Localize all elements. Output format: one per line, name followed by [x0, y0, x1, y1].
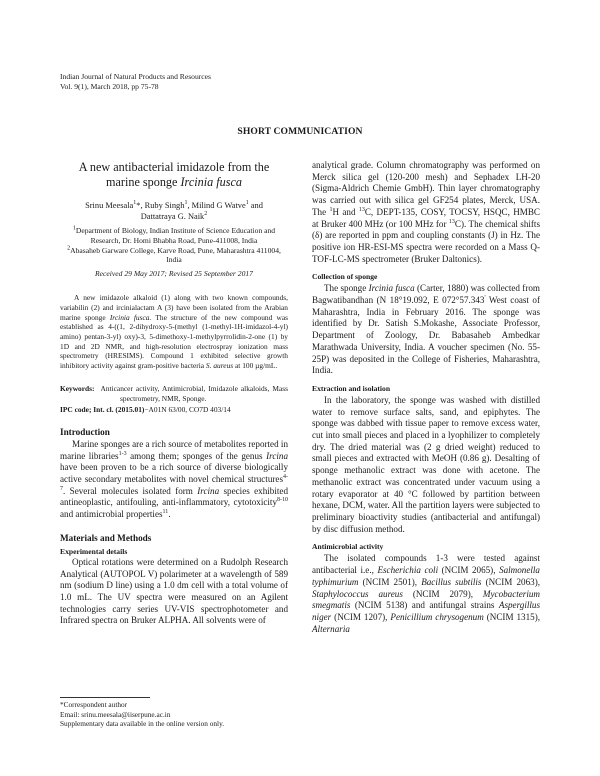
intro-text-a: Marine sponges are a rich source of metabolites reported in marine libraries — [60, 438, 288, 461]
affiliation-2-text: Abasaheb Garware College, Karve Road, Pune, Maharashtra 411004, India — [70, 245, 281, 265]
abstract-text-1: A new imidazole alkaloid (1) along with two known compounds, variabilin (2) and ircinialactam A (3) have been isolated from the Arabian marine sponge — [60, 293, 288, 322]
author-1: Srinu Meesala — [85, 201, 134, 210]
affiliations — [60, 226, 288, 265]
journal-issue: Vol. 9(1), March 2018, pp 75-78 — [60, 82, 159, 91]
author-3: , Milind G Watve — [187, 201, 246, 210]
keywords — [60, 384, 288, 403]
extraction-paragraph: In the laboratory, the sponge was washed with distilled water to remove surface salts, sand, and epiphytes. The sponge was dabbed with tissue paper to remove excess water, cut into small pieces and placed in a lyophilizer to completely dry. The dried material was (2 g dried weight) reduced to small pieces and extracted with MeOH (0.86 g). Desalting of sponge methanolic extract was done with acetone. The methanolic extract was concentrated under vacuum using a rotary evaporator at 40 °C followed by partition between hexane, DCM, water. All the partition layers were subjected to preliminary bioactivity studies (antibacterial and antifungal) by disc diffusion method. — [312, 394, 540, 534]
author-1-sup: 1 — [133, 200, 137, 207]
exp-text-c: C, DEPT-135, COSY, TOCSY, HSQC, HMBC at Bruker 400 MHz (or 100 MHz for — [312, 206, 540, 229]
anti-species-1: Escherichia coli — [377, 565, 439, 576]
right-column — [312, 160, 540, 635]
ipc-label: IPC code; Int. cl. (2015.01) — [60, 405, 145, 415]
intro-ref-2: 4-7 — [60, 474, 288, 492]
title-line-2: marine sponge — [106, 175, 181, 189]
experimental-paragraph: Optical rotations were determined on a Rudolph Research Analytical (AUTOPOL V) polarimeter at a wavelength of 589 nm (sodium D line) using a 1.0 dm cell with a total volume of 1.0 mL. The UV spectra were measured on an Agilent technologies carry series UV-VIS spectrophotometer and Infrared spectra on Bruker ALPHA. All solvents were of — [60, 556, 288, 626]
anti-text-c: (NCIM 2501), — [358, 576, 422, 587]
author-and: and — [248, 201, 263, 210]
anti-species-3: Bacillus subtilis — [421, 576, 482, 587]
antimicrobial-paragraph — [312, 553, 540, 635]
intro-genus: Ircina — [266, 450, 288, 461]
anti-text-a: The isolated compounds 1-3 were tested against antibacterial i.e., — [312, 553, 540, 576]
intro-text-g: . — [168, 509, 171, 520]
keywords-label: Keywords: — [60, 383, 95, 393]
exp-text-b: H and — [332, 206, 359, 217]
collection-text-c: West coast of Maharashtra, India in February 2016. The sponge was identified by Dr. Satish S.Mokashe, Associate Professor, Department of Zoology, Dr. Babasaheb Ambedkar Marathwada University, India. A voucher specimen (No. 55-25P) was deposited in the College of Fisheries, Maharashtra, India. — [312, 295, 541, 376]
anti-species-2: Salmonella typhimurium — [312, 565, 540, 587]
title-species: Ircinia fusca — [180, 175, 242, 189]
experimental-continued-paragraph — [312, 160, 540, 265]
footnotes — [60, 700, 300, 729]
exp-text-a: analytical grade. Column chromatography was performed on Merck silica gel (120-200 mesh) and Sephadex LH-20 (Sigma-Aldrich Chemie GmbH). Thin layer chromatography was carried out with silica gel GF254 plates, Merck, USA. The — [312, 160, 540, 217]
affiliation-1 — [60, 226, 288, 246]
keywords-text: Anticancer activity, Antimicrobial, Imidazole alkaloids, Mass spectrometry, NMR, Sponge. — [100, 383, 288, 403]
collection-prime-mark: ' — [484, 295, 486, 301]
anti-species-5: Mycobacterium smegmatis — [312, 588, 540, 611]
affiliation-2 — [60, 246, 288, 266]
author-4: Dattatraya G. Naik — [140, 212, 205, 221]
intro-text-c: have been proven to be a rich source of diverse biologically active secondary metabolites with novel chemical structures — [60, 462, 288, 485]
extraction-subheading: Extraction and isolation — [312, 383, 391, 393]
journal-header — [60, 72, 211, 92]
abstract — [60, 293, 288, 371]
anti-species-4: Staphylococcus aureus — [312, 588, 403, 599]
antimicrobial-subheading: Antimicrobial activity — [312, 542, 384, 552]
anti-text-b: (NCIM 2065), — [438, 565, 500, 576]
author-4-sup: 2 — [204, 211, 208, 218]
intro-ref-4: 11 — [162, 509, 169, 516]
intro-text-d: . Several molecules isolated form — [63, 485, 198, 496]
anti-text-d: (NCIM 2063), — [481, 576, 540, 587]
exp-sup-2: 13 — [358, 206, 365, 213]
anti-text-e: (NCIM 2079), — [402, 588, 483, 599]
title-line-1: A new antibacterial imidazole from the — [78, 160, 270, 174]
affiliation-1-text: Department of Biology, Indian Institute of Science Education and Research, Dr. Homi Bhabha Road, Pune-411008, India — [75, 226, 276, 245]
author-2-sup: 1 — [184, 200, 188, 207]
footnote-corresponding: *Correspondent author — [60, 700, 128, 709]
anti-species-6: Aspergillus niger — [312, 600, 540, 622]
anti-species-7: Penicillium chrysogenum — [390, 611, 484, 622]
affiliation-1-sup: 1 — [72, 225, 76, 232]
collection-subheading: Collection of sponge — [312, 272, 378, 282]
introduction-heading: Introduction — [60, 426, 110, 437]
methods-heading: Materials and Methods — [60, 532, 152, 543]
author-3-sup: 1 — [245, 200, 249, 207]
journal-name: Indian Journal of Natural Products and Resources — [60, 72, 211, 81]
footnote-divider — [60, 697, 150, 698]
author-2: *, Ruby Singh — [136, 201, 185, 210]
exp-sup-1: 1 — [329, 206, 333, 213]
introduction-paragraph — [60, 439, 288, 521]
abstract-text-2: The structure of the new compound was established as 4-((1, 2-dihydroxy-5-(methyl (1-methyl-1H-imidazol-4-yl) amino) pentan-3-yl) oxy)-3, 5-dimethoxy-1-methylpyrrolidin-2-one (1) by 1D and 2D NMR, and high-resolution electrospray ionization mass spectrometry (HRESIMS). Compound 1 exhibited selective growth inhibitory activity against gram-positive bacteria — [60, 312, 289, 371]
author-list — [60, 200, 288, 222]
anti-text-f: (NCIM 5138) and antifungal strains — [350, 600, 499, 611]
section-label: SHORT COMMUNICATION — [237, 126, 363, 137]
abstract-text-3: at 100 µg/mL. — [233, 361, 278, 371]
anti-text-g: (NCIM 1207), — [331, 611, 391, 622]
intro-ref-3: 8-10 — [277, 497, 288, 504]
intro-ref-1: 1-3 — [118, 450, 127, 457]
anti-species-8: Alternaria — [312, 623, 350, 634]
collection-text-b: (Carter, 1880) was collected from Bagwatibandhan (N 18°19.092, E 072°57.343 — [312, 283, 540, 306]
collection-paragraph — [312, 283, 540, 377]
footnote-email[interactable]: Email: srinu.meesala@iiserpune.ac.in — [60, 709, 171, 719]
intro-text-f: and antimicrobial properties — [60, 509, 163, 520]
received-dates: Received 29 May 2017; Revised 25 September 2017 — [95, 269, 253, 279]
article-title — [60, 160, 288, 190]
abstract-species: Ircinia fusca. — [109, 312, 152, 322]
anti-text-h: (NCIM 1315), — [483, 611, 540, 622]
collection-text-a: The sponge — [324, 283, 369, 294]
intro-text-e: species exhibited antineoplastic, antifouling, anti-inflammatory, cytotoxicity — [60, 485, 288, 508]
ipc-code — [60, 405, 288, 415]
intro-genus-2: Ircina — [197, 485, 220, 496]
exp-text-d: C). The chemical shifts (δ) are reported in ppm and coupling constants (J) in Hz. The positive ion HR-ESI-MS spectra were recorded on a Mass Q-TOF-LC-MS spectrometer (Bruker Daltonics). — [312, 218, 540, 264]
ipc-text: −A01N 63/00, CO7D 403/14 — [144, 405, 231, 415]
intro-text-b: among them; sponges of the genus — [126, 450, 267, 461]
affiliation-2-sup: 2 — [67, 245, 71, 252]
collection-species: Ircinia fusca — [368, 283, 415, 294]
abstract-bacteria: S. aureus — [205, 361, 234, 371]
exp-sup-3: 13 — [448, 218, 455, 225]
left-column — [60, 160, 288, 627]
footnote-supplementary: Supplementary data available in the online version only. — [60, 719, 225, 729]
experimental-subheading: Experimental details — [60, 546, 128, 556]
